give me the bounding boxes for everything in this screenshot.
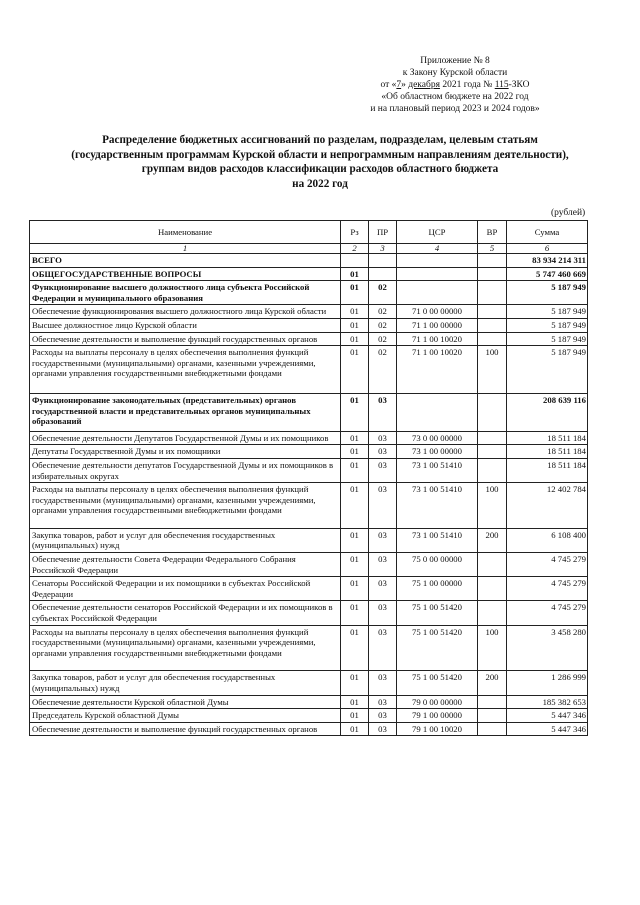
cell-csr: 73 1 00 51410 bbox=[397, 528, 478, 552]
cell-rz bbox=[341, 254, 369, 268]
cell-name: Депутаты Государственной Думы и их помощники bbox=[30, 445, 341, 459]
cell-pr: 03 bbox=[369, 695, 397, 709]
cell-rz: 01 bbox=[341, 601, 369, 625]
cell-csr: 75 1 00 51420 bbox=[397, 625, 478, 671]
cell-pr bbox=[369, 254, 397, 268]
appendix-date: от «7» декабря 2021 года № 115-ЗКО bbox=[380, 80, 530, 90]
cell-vr bbox=[478, 553, 507, 577]
cell-name: Расходы на выплаты персоналу в целях обеспечения выполнения функций государственными (муниципальными) органами, казенными учреждениями, органами управления государственными внебюджетными фондами bbox=[30, 483, 341, 529]
cell-rz: 01 bbox=[341, 458, 369, 482]
header-sum: Сумма bbox=[507, 221, 588, 244]
cell-sum: 208 639 116 bbox=[507, 393, 588, 431]
table-row bbox=[30, 709, 588, 723]
cell-rz: 01 bbox=[341, 625, 369, 671]
cell-csr: 71 0 00 00000 bbox=[397, 305, 478, 319]
cell-name: Председатель Курской областной Думы bbox=[30, 709, 341, 723]
cell-csr: 79 1 00 00000 bbox=[397, 709, 478, 723]
cell-sum: 5 187 949 bbox=[507, 318, 588, 332]
cell-rz: 01 bbox=[341, 281, 369, 305]
cell-pr: 03 bbox=[369, 393, 397, 431]
cell-vr bbox=[478, 722, 507, 736]
cell-name: Расходы на выплаты персоналу в целях обеспечения выполнения функций государственными (муниципальными) органами, казенными учреждениями, органами управления государственными внебюджетными фондами bbox=[30, 625, 341, 671]
cell-csr: 79 0 00 00000 bbox=[397, 695, 478, 709]
cell-sum: 5 187 949 bbox=[507, 332, 588, 346]
cell-name: Обеспечение деятельности и выполнение функций государственных органов bbox=[30, 722, 341, 736]
cell-vr bbox=[478, 601, 507, 625]
cell-csr: 73 1 00 51410 bbox=[397, 483, 478, 529]
column-number-row: 1 2 3 4 5 6 bbox=[30, 244, 588, 254]
cell-rz: 01 bbox=[341, 553, 369, 577]
appendix-header bbox=[330, 55, 580, 115]
cell-csr: 79 1 00 10020 bbox=[397, 722, 478, 736]
header-rz: Рз bbox=[341, 221, 369, 244]
table-row bbox=[30, 332, 588, 346]
table-row bbox=[30, 601, 588, 625]
cell-csr bbox=[397, 393, 478, 431]
cell-csr bbox=[397, 254, 478, 268]
table-header-row bbox=[30, 221, 588, 244]
cell-name: Обеспечение деятельности Совета Федерации Федерального Собрания Российской Федерации bbox=[30, 553, 341, 577]
cell-name: Обеспечение деятельности Курской областной Думы bbox=[30, 695, 341, 709]
cell-name: Обеспечение функционирования высшего должностного лица Курской области bbox=[30, 305, 341, 319]
cell-vr bbox=[478, 709, 507, 723]
cell-vr bbox=[478, 393, 507, 431]
cell-rz: 01 bbox=[341, 695, 369, 709]
cell-vr bbox=[478, 445, 507, 459]
cell-sum: 18 511 184 bbox=[507, 458, 588, 482]
unit-label: (рублей) bbox=[551, 208, 586, 218]
cell-vr bbox=[478, 577, 507, 601]
table-row bbox=[30, 625, 588, 671]
cell-csr: 75 1 00 51420 bbox=[397, 601, 478, 625]
cell-sum: 83 934 214 311 bbox=[507, 254, 588, 268]
cell-csr: 75 1 00 51420 bbox=[397, 671, 478, 695]
cell-rz: 01 bbox=[341, 528, 369, 552]
table-row bbox=[30, 305, 588, 319]
cell-vr: 100 bbox=[478, 483, 507, 529]
table-row bbox=[30, 393, 588, 431]
cell-sum: 4 745 279 bbox=[507, 577, 588, 601]
cell-pr: 03 bbox=[369, 709, 397, 723]
table-row bbox=[30, 553, 588, 577]
cell-sum: 5 187 949 bbox=[507, 305, 588, 319]
cell-vr bbox=[478, 458, 507, 482]
cell-sum: 18 511 184 bbox=[507, 445, 588, 459]
document-title: Распределение бюджетных ассигнований по разделам, подразделам, целевым статьям (государственным программам Курской области и непрограммным направлениям деятельности), группам видов расходов классификации расходов областного бюджета на 2022 год bbox=[71, 134, 569, 190]
cell-csr: 71 1 00 10020 bbox=[397, 332, 478, 346]
cell-pr: 02 bbox=[369, 332, 397, 346]
table-row bbox=[30, 722, 588, 736]
appendix-law-period: и на плановый период 2023 и 2024 годов» bbox=[370, 104, 540, 114]
cell-pr: 03 bbox=[369, 625, 397, 671]
cell-pr: 03 bbox=[369, 601, 397, 625]
table-row bbox=[30, 528, 588, 552]
table-row bbox=[30, 431, 588, 445]
cell-rz: 01 bbox=[341, 709, 369, 723]
cell-name: Закупка товаров, работ и услуг для обеспечения государственных (муниципальных) нужд bbox=[30, 528, 341, 552]
cell-rz: 01 bbox=[341, 483, 369, 529]
cell-name: Обеспечение деятельности сенаторов Российской Федерации и их помощников в субъектах Российской Федерации bbox=[30, 601, 341, 625]
cell-sum: 4 745 279 bbox=[507, 553, 588, 577]
cell-sum: 5 187 949 bbox=[507, 346, 588, 394]
cell-name: Закупка товаров, работ и услуг для обеспечения государственных (муниципальных) нужд bbox=[30, 671, 341, 695]
cell-pr: 03 bbox=[369, 483, 397, 529]
appendix-number: Приложение № 8 bbox=[420, 56, 490, 66]
cell-rz: 01 bbox=[341, 445, 369, 459]
cell-pr: 03 bbox=[369, 553, 397, 577]
cell-sum: 5 187 949 bbox=[507, 281, 588, 305]
cell-name: Высшее должностное лицо Курской области bbox=[30, 318, 341, 332]
cell-sum: 185 382 653 bbox=[507, 695, 588, 709]
cell-csr: 71 1 00 10020 bbox=[397, 346, 478, 394]
cell-vr bbox=[478, 281, 507, 305]
cell-sum: 4 745 279 bbox=[507, 601, 588, 625]
cell-name: Обеспечение деятельности и выполнение функций государственных органов bbox=[30, 332, 341, 346]
table-row bbox=[30, 267, 588, 281]
cell-rz: 01 bbox=[341, 393, 369, 431]
table-row bbox=[30, 695, 588, 709]
header-pr: ПР bbox=[369, 221, 397, 244]
cell-sum: 5 447 346 bbox=[507, 709, 588, 723]
table-row bbox=[30, 281, 588, 305]
table-row bbox=[30, 318, 588, 332]
header-csr: ЦСР bbox=[397, 221, 478, 244]
cell-vr: 200 bbox=[478, 671, 507, 695]
table-row bbox=[30, 346, 588, 394]
cell-rz: 01 bbox=[341, 267, 369, 281]
cell-csr bbox=[397, 267, 478, 281]
cell-name: Обеспечение деятельности депутатов Государственной Думы и их помощников в избирательных округах bbox=[30, 458, 341, 482]
cell-vr bbox=[478, 695, 507, 709]
cell-csr: 73 0 00 00000 bbox=[397, 431, 478, 445]
header-vr: ВР bbox=[478, 221, 507, 244]
cell-rz: 01 bbox=[341, 577, 369, 601]
cell-vr: 200 bbox=[478, 528, 507, 552]
cell-csr: 73 1 00 00000 bbox=[397, 445, 478, 459]
cell-rz: 01 bbox=[341, 332, 369, 346]
cell-pr: 03 bbox=[369, 431, 397, 445]
cell-pr: 02 bbox=[369, 318, 397, 332]
cell-vr bbox=[478, 254, 507, 268]
cell-csr: 75 0 00 00000 bbox=[397, 553, 478, 577]
cell-pr: 03 bbox=[369, 722, 397, 736]
table-row bbox=[30, 254, 588, 268]
cell-vr bbox=[478, 305, 507, 319]
cell-name: Функционирование высшего должностного лица субъекта Российской Федерации и муниципального образования bbox=[30, 281, 341, 305]
header-name: Наименование bbox=[30, 221, 341, 244]
table-row bbox=[30, 577, 588, 601]
cell-pr bbox=[369, 267, 397, 281]
cell-rz: 01 bbox=[341, 671, 369, 695]
cell-vr: 100 bbox=[478, 625, 507, 671]
cell-rz: 01 bbox=[341, 346, 369, 394]
cell-vr bbox=[478, 332, 507, 346]
cell-pr: 02 bbox=[369, 346, 397, 394]
cell-sum: 1 286 999 bbox=[507, 671, 588, 695]
cell-name: Функционирование законодательных (представительных) органов государственной власти и представительных органов муниципальных образований bbox=[30, 393, 341, 431]
table-row bbox=[30, 671, 588, 695]
cell-rz: 01 bbox=[341, 305, 369, 319]
cell-rz: 01 bbox=[341, 318, 369, 332]
cell-sum: 6 108 400 bbox=[507, 528, 588, 552]
cell-sum: 18 511 184 bbox=[507, 431, 588, 445]
cell-csr: 75 1 00 00000 bbox=[397, 577, 478, 601]
table-row bbox=[30, 483, 588, 529]
appendix-law: к Закону Курской области bbox=[402, 68, 508, 78]
cell-pr: 02 bbox=[369, 305, 397, 319]
budget-table bbox=[29, 220, 588, 736]
table-row bbox=[30, 445, 588, 459]
cell-csr: 71 1 00 00000 bbox=[397, 318, 478, 332]
cell-sum: 12 402 784 bbox=[507, 483, 588, 529]
cell-vr: 100 bbox=[478, 346, 507, 394]
cell-csr bbox=[397, 281, 478, 305]
cell-sum: 3 458 280 bbox=[507, 625, 588, 671]
cell-name: Сенаторы Российской Федерации и их помощники в субъектах Российской Федерации bbox=[30, 577, 341, 601]
cell-pr: 03 bbox=[369, 528, 397, 552]
cell-pr: 02 bbox=[369, 281, 397, 305]
cell-pr: 03 bbox=[369, 445, 397, 459]
cell-csr: 73 1 00 51410 bbox=[397, 458, 478, 482]
cell-rz: 01 bbox=[341, 722, 369, 736]
cell-name: ВСЕГО bbox=[30, 254, 341, 268]
cell-sum: 5 747 460 669 bbox=[507, 267, 588, 281]
cell-pr: 03 bbox=[369, 671, 397, 695]
cell-name: Обеспечение деятельности Депутатов Государственной Думы и их помощников bbox=[30, 431, 341, 445]
cell-vr bbox=[478, 267, 507, 281]
cell-name: ОБЩЕГОСУДАРСТВЕННЫЕ ВОПРОСЫ bbox=[30, 267, 341, 281]
cell-name: Расходы на выплаты персоналу в целях обеспечения выполнения функций государственными (муниципальными) органами, казенными учреждениями, органами управления государственными внебюджетными фондами bbox=[30, 346, 341, 394]
cell-pr: 03 bbox=[369, 458, 397, 482]
appendix-law-title: «Об областном бюджете на 2022 год bbox=[381, 92, 529, 102]
cell-sum: 5 447 346 bbox=[507, 722, 588, 736]
cell-rz: 01 bbox=[341, 431, 369, 445]
cell-pr: 03 bbox=[369, 577, 397, 601]
cell-vr bbox=[478, 318, 507, 332]
cell-vr bbox=[478, 431, 507, 445]
table-row bbox=[30, 458, 588, 482]
